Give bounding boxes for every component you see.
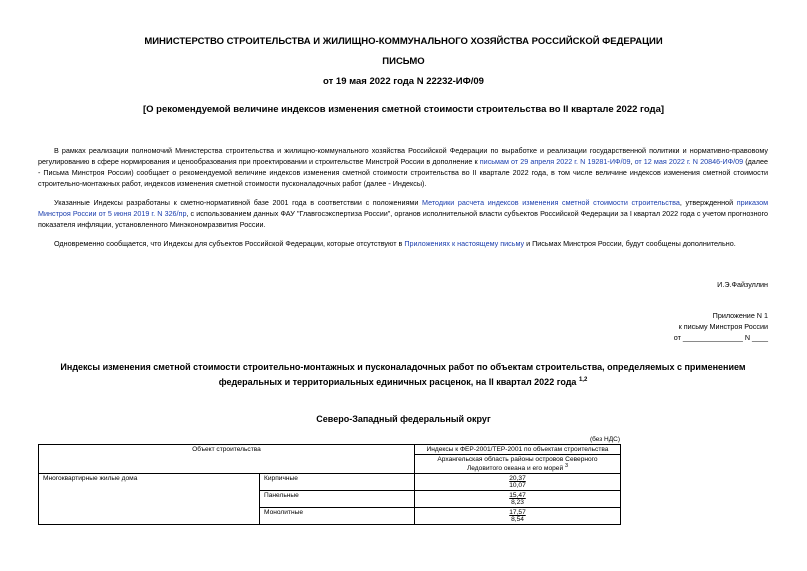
date-number-heading: от 19 мая 2022 года N 22232-ИФ/09	[323, 76, 484, 87]
vat-note: (без НДС)	[589, 436, 621, 443]
header-spacer	[621, 445, 770, 455]
subject-heading: [О рекомендуемой величине индексов изменения сметной стоимости строительства во II квартале 2022 года]	[142, 104, 665, 115]
header-indices: Индексы к ФЕР-2001/ТЕР-2001 по объектам строительства	[415, 445, 621, 455]
paragraph-3-text-b: и Письмах Минстроя России, будут сообщены дополнительно.	[524, 239, 736, 248]
index-smr: 15,47	[509, 492, 526, 500]
appendix-to-letter: к письму Минстроя России	[678, 322, 768, 331]
district-heading: Северо-Западный федеральный округ	[316, 414, 491, 424]
paragraph-1-sep: ,	[630, 157, 635, 166]
row-spacer	[621, 508, 770, 525]
object-name-cell: Многоквартирные жилые дома	[39, 474, 260, 525]
link-letter-april[interactable]: письмам от 29 апреля 2022 г. N 19281-ИФ/09	[479, 157, 631, 166]
index-cell	[415, 474, 621, 491]
ministry-heading: МИНИСТЕРСТВО СТРОИТЕЛЬСТВА И ЖИЛИЩНО-КОММУНАЛЬНОГО ХОЗЯЙСТВА РОССИЙСКОЙ ФЕДЕРАЦИИ	[144, 36, 663, 47]
link-order[interactable]: приказом Минстроя России от 5 июня 2019 г. N 326/пр	[38, 198, 769, 218]
type-cell: Кирпичные	[260, 474, 415, 491]
header-region-note: 3	[564, 463, 569, 469]
paragraph-2-text-c: , с использованием данных ФАУ "Главгосэкспертиза России", органов исполнительной власти субъектов Российской Федерации за I квартал 2022 года с учетом прогнозного показателя инфляции, установленного Минэкономразвития России.	[38, 209, 768, 229]
index-pnr: 8,23	[511, 499, 524, 507]
doc-type-heading: ПИСЬМО	[382, 56, 425, 67]
table-title-text: Индексы изменения сметной стоимости строительно-монтажных и пусконаладочных работ по объектам строительства, определяемых с применением федеральных и территориальных единичных расценок, на II квартал 2022 года	[60, 362, 746, 387]
table-row	[39, 474, 770, 491]
paragraph-2-text-a: Указанные Индексы разработаны к сметно-нормативной базе 2001 года в соответствии с положениями	[54, 198, 422, 207]
paragraph-1-text-a: В рамках реализации полномочий Министерства строительства и жилищно-коммунального хозяйства Российской Федерации по выработке и реализации государственной политики и нормативно-правовому регулированию в сфере нормирования и ценообразования при проектировании и строительстве Минстрой России в дополнение к	[38, 146, 768, 166]
subheader-spacer	[621, 455, 770, 474]
paragraph-1	[38, 145, 768, 189]
paragraph-2	[38, 197, 768, 230]
link-appendices[interactable]: Приложениях к настоящему письму	[404, 239, 525, 248]
index-pnr: 8,54	[511, 516, 524, 524]
signature: И.Э.Файзуллин	[717, 280, 768, 289]
table-header-row	[39, 445, 770, 455]
paragraph-3-text-a: Одновременно сообщается, что Индексы для субъектов Российской Федерации, которые отсутствуют в	[54, 239, 405, 248]
paragraph-2-text-b: , утвержденной	[679, 198, 737, 207]
paragraph-1-text-b: (далее - Письма Минстроя России) сообщает о рекомендуемой величине индексов изменения сметной стоимости строительства во II квартале 2022 года, в том числе величине индексов изменения сметной стоимости строительно-монтажных работ, индексов изменения сметной стоимости пусконаладочных работ (далее - Индексы).	[38, 157, 768, 188]
index-pnr: 10,07	[509, 482, 526, 490]
appendix-date-line: от _______________ N ____	[673, 333, 768, 342]
appendix-title: Приложение N 1	[712, 311, 768, 320]
link-methodology[interactable]: Методики расчета индексов изменения сметной стоимости строительства	[422, 198, 680, 207]
table-title-note: 1,2	[578, 377, 588, 383]
paragraph-3	[38, 238, 768, 249]
header-object: Объект строительства	[39, 445, 415, 474]
type-cell: Монолитные	[260, 508, 415, 525]
index-cell	[415, 508, 621, 525]
index-cell	[415, 491, 621, 508]
header-region	[415, 455, 621, 474]
index-table	[38, 444, 769, 525]
link-letter-may[interactable]: от 12 мая 2022 г. N 20846-ИФ/09	[634, 157, 744, 166]
type-cell: Панельные	[260, 491, 415, 508]
row-spacer	[621, 491, 770, 508]
table-title	[38, 361, 768, 389]
index-smr: 20,37	[509, 475, 526, 483]
row-spacer	[621, 474, 770, 491]
index-smr: 17,57	[509, 509, 526, 517]
header-region-text: Архангельская область районы островов Северного Ледовитого океана и его морей	[437, 456, 598, 473]
